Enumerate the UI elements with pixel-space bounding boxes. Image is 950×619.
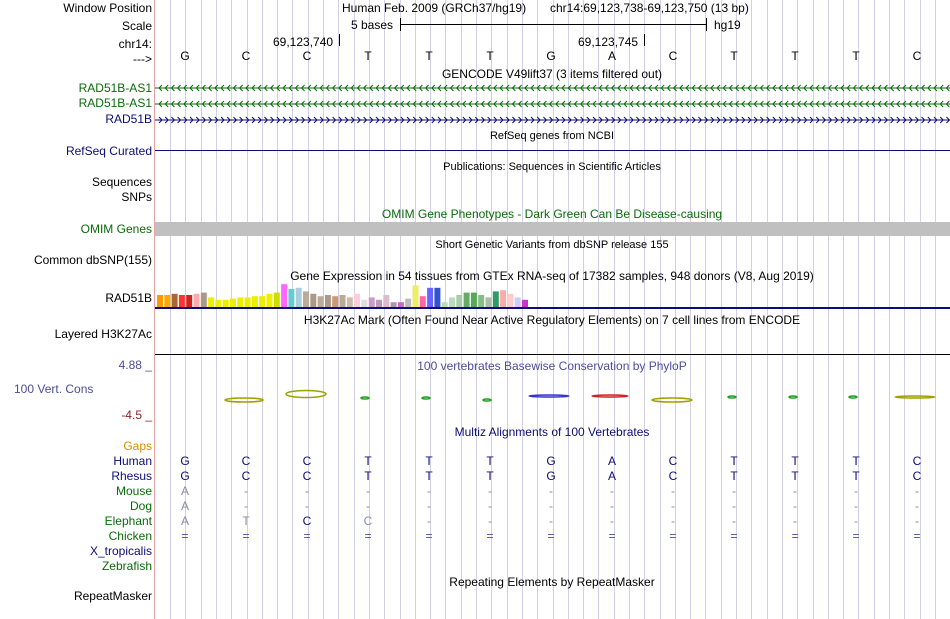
h3k27ac-label[interactable]: Layered H3K27Ac (54, 327, 152, 341)
alignment-base: - (244, 499, 248, 513)
alignment-base: = (425, 529, 433, 543)
coord-label-1: 69,123,740 (273, 35, 334, 49)
reference-base: T (425, 49, 433, 63)
alignment-base: C (241, 469, 251, 483)
gtex-tissue-bar (230, 299, 236, 307)
alignment-base: T (791, 469, 799, 483)
multiz-title: Multiz Alignments of 100 Vertebrates (454, 425, 650, 439)
alignment-base: - (671, 499, 675, 513)
strand-arrow-label: ---> (133, 52, 152, 66)
reference-base: C (912, 49, 922, 63)
species-label[interactable]: X_tropicalis (89, 544, 152, 558)
alignment-base: A (607, 454, 616, 468)
phylop-score-mark (529, 395, 569, 397)
phylop-score-mark (728, 396, 736, 398)
gtex-tissue-bar (456, 295, 462, 307)
phylop-score-mark (483, 399, 491, 401)
position-text[interactable]: chr14:69,123,738-69,123,750 (13 bp) (550, 1, 749, 15)
alignment-base: T (425, 454, 433, 468)
alignment-base: = (181, 529, 189, 543)
species-label[interactable]: Zebrafish (101, 559, 152, 573)
alignment-base: - (305, 499, 309, 513)
species-label[interactable]: Dog (129, 499, 152, 513)
alignment-base: - (793, 484, 797, 498)
scale-text: 5 bases (351, 18, 394, 32)
gtex-tissue-bar (172, 294, 178, 307)
reference-base: C (241, 49, 251, 63)
alignment-base: - (671, 484, 675, 498)
alignment-base: C (668, 469, 678, 483)
gtex-tissue-bar (310, 294, 316, 307)
alignment-base: = (303, 529, 311, 543)
alignment-base: T (486, 454, 494, 468)
gtex-tissue-bar (478, 295, 484, 307)
phylop-score-mark (592, 395, 628, 397)
alignment-base: = (486, 529, 494, 543)
scale-bar-left-tick (400, 18, 401, 31)
alignment-base: C (302, 514, 312, 528)
alignment-base: - (549, 484, 553, 498)
alignment-base: - (427, 514, 431, 528)
refseq-gene-line[interactable] (155, 150, 950, 151)
alignment-base: - (366, 484, 370, 498)
coord-tick-1 (339, 34, 340, 46)
alignment-base: T (364, 469, 372, 483)
alignment-base: = (364, 529, 372, 543)
gtex-tissue-bar (325, 295, 331, 307)
alignment-base: = (913, 529, 921, 543)
gtex-tissue-bar (186, 295, 192, 307)
h3k27ac-title: H3K27Ac Mark (Often Found Near Active Regulatory Elements) on 7 cell lines from ENCODE (303, 313, 801, 327)
alignment-base: - (854, 514, 858, 528)
gtex-tissue-bar (296, 288, 302, 307)
gencode-title: GENCODE V49lift37 (3 items filtered out) (441, 67, 663, 81)
gtex-tissue-bar (274, 293, 280, 307)
phylop-label[interactable]: 100 Vert. Cons (14, 382, 94, 396)
gene-label-rad51b[interactable]: RAD51B (105, 112, 152, 126)
window-position-label: Window Position (63, 1, 152, 15)
gtex-tissue-bar (215, 300, 221, 307)
reference-base: C (668, 49, 678, 63)
publications-label-snps[interactable]: SNPs (121, 190, 152, 204)
gtex-tissue-bar (303, 291, 309, 307)
species-label[interactable]: Mouse (115, 484, 152, 498)
alignment-base: G (546, 469, 556, 483)
gtex-tissue-bar (486, 297, 492, 307)
phylop-score-mark (895, 396, 935, 398)
gtex-tissue-bar (369, 297, 375, 307)
publications-title: Publications: Sequences in Scientific Articles (443, 161, 661, 173)
gtex-tissue-bar (420, 296, 426, 307)
alignment-base: - (610, 484, 614, 498)
chrom-label: chr14: (118, 37, 152, 51)
alignment-base: - (854, 484, 858, 498)
alignment-base: - (305, 484, 309, 498)
phylop-score-mark (286, 391, 326, 398)
species-label[interactable]: Elephant (104, 514, 152, 528)
gtex-tissue-bar (413, 285, 419, 307)
coord-label-2: 69,123,745 (578, 35, 639, 49)
alignment-base: - (549, 514, 553, 528)
gene-label-rad51b-as1-2[interactable]: RAD51B-AS1 (78, 96, 152, 110)
multiz-gaps-label[interactable]: Gaps (123, 439, 152, 453)
alignment-base: - (732, 484, 736, 498)
h3k27ac-baseline (155, 354, 950, 355)
alignment-base: C (912, 469, 922, 483)
gtex-tissue-bar (164, 295, 170, 307)
alignment-base: - (427, 499, 431, 513)
gtex-tissue-bar (340, 295, 346, 307)
alignment-base: - (488, 484, 492, 498)
phylop-conservation-plot[interactable] (155, 385, 950, 407)
omim-label[interactable]: OMIM Genes (80, 222, 152, 236)
alignment-base: T (364, 454, 372, 468)
dbsnp-label[interactable]: Common dbSNP(155) (33, 253, 152, 267)
alignment-base: C (668, 454, 678, 468)
reference-base: T (486, 49, 494, 63)
gtex-tissue-bar (515, 297, 521, 307)
omim-phenotype-bar[interactable] (155, 222, 950, 236)
alignment-base: - (671, 514, 675, 528)
scale-label: Scale (121, 19, 152, 33)
reference-base: T (852, 49, 860, 63)
alignment-base: = (669, 529, 677, 543)
alignment-base: - (427, 484, 431, 498)
alignment-base: = (242, 529, 250, 543)
phylop-score-mark (422, 397, 430, 399)
gtex-expression-bars[interactable] (155, 282, 555, 308)
reference-base: G (180, 49, 190, 63)
alignment-base: - (732, 499, 736, 513)
refseq-title: RefSeq genes from NCBI (489, 130, 615, 142)
alignment-base: A (180, 484, 189, 498)
species-label[interactable]: Chicken (108, 529, 152, 543)
alignment-base: - (366, 499, 370, 513)
gtex-tissue-bar (493, 291, 499, 307)
gtex-tissue-bar (434, 288, 440, 307)
alignment-base: T (242, 514, 250, 528)
gtex-tissue-bar (157, 295, 163, 307)
reference-base: T (791, 49, 799, 63)
gtex-tissue-bar (223, 300, 229, 307)
alignment-base: T (486, 469, 494, 483)
alignment-base: - (732, 514, 736, 528)
repeatmasker-label[interactable]: RepeatMasker (73, 589, 152, 603)
reference-base: A (607, 49, 616, 63)
gtex-tissue-bar (471, 293, 477, 307)
alignment-base: T (852, 469, 860, 483)
alignment-base: G (180, 454, 190, 468)
gtex-tissue-bar (194, 294, 200, 307)
gtex-tissue-bar (208, 297, 214, 307)
alignment-base: = (852, 529, 860, 543)
phylop-title: 100 vertebrates Basewise Conservation by PhyloP (417, 359, 687, 373)
alignment-base: - (549, 499, 553, 513)
alignment-base: T (730, 454, 738, 468)
gtex-tissue-bar (281, 284, 287, 307)
gtex-tissue-bar (383, 295, 389, 307)
gtex-tissue-bar (361, 300, 367, 307)
repeatmasker-title: Repeating Elements by RepeatMasker (449, 575, 655, 589)
alignment-base: - (915, 484, 919, 498)
gtex-tissue-bar (449, 297, 455, 307)
gtex-tissue-bar (500, 290, 506, 307)
gtex-tissue-bar (464, 293, 470, 307)
dbsnp-title: Short Genetic Variants from dbSNP release 155 (435, 239, 669, 251)
alignment-base: A (607, 469, 616, 483)
alignment-base: - (915, 499, 919, 513)
gtex-tissue-bar (405, 299, 411, 307)
phylop-score-mark (225, 398, 263, 402)
gtex-tissue-bar (245, 297, 251, 307)
alignment-base: C (302, 454, 312, 468)
gtex-label[interactable]: RAD51B (105, 291, 152, 305)
coord-tick-2 (644, 34, 645, 46)
refseq-label[interactable]: RefSeq Curated (65, 144, 152, 158)
gtex-tissue-bar (259, 296, 265, 307)
gtex-tissue-bar (318, 296, 324, 307)
alignment-base: G (546, 454, 556, 468)
alignment-base: = (730, 529, 738, 543)
gtex-tissue-bar (507, 294, 513, 307)
phylop-score-mark (849, 396, 857, 398)
gtex-tissue-bar (201, 293, 207, 307)
alignment-base: A (180, 514, 189, 528)
assembly-text[interactable]: Human Feb. 2009 (GRCh37/hg19) (342, 1, 527, 15)
gtex-tissue-bar (347, 297, 353, 307)
alignment-base: - (793, 514, 797, 528)
gtex-tissue-bar (288, 289, 294, 307)
gtex-tissue-bar (237, 297, 243, 307)
alignment-base: - (488, 499, 492, 513)
omim-title: OMIM Gene Phenotypes - Dark Green Can Be Disease-causing (381, 207, 723, 221)
phylop-score-mark (652, 398, 692, 402)
reference-base: T (730, 49, 738, 63)
gencode-gene-lines[interactable] (155, 80, 950, 126)
scale-db: hg19 (714, 18, 741, 32)
phylop-score-mark (789, 396, 797, 398)
gtex-tissue-bar (427, 288, 433, 307)
gtex-tissue-bar (179, 295, 185, 307)
alignment-base: - (488, 514, 492, 528)
alignment-base: T (791, 454, 799, 468)
gtex-tissue-bar (252, 296, 258, 307)
alignment-base: - (610, 514, 614, 528)
alignment-base: - (915, 514, 919, 528)
species-label[interactable]: Rhesus (111, 469, 152, 483)
gtex-tissue-bar (522, 300, 528, 307)
alignment-base: T (852, 454, 860, 468)
alignment-base: - (793, 499, 797, 513)
scale-bar-right-tick (706, 18, 707, 31)
alignment-base: - (244, 484, 248, 498)
gene-label-rad51b-as1-1[interactable]: RAD51B-AS1 (78, 81, 152, 95)
phylop-score-mark (361, 397, 369, 399)
alignment-base: = (547, 529, 555, 543)
alignment-base: A (180, 499, 189, 513)
gtex-tissue-bar (354, 294, 360, 307)
gtex-baseline (155, 307, 950, 309)
species-label[interactable]: Human (113, 454, 152, 468)
alignment-base: - (854, 499, 858, 513)
gtex-title: Gene Expression in 54 tissues from GTEx RNA-seq of 17382 samples, 948 donors (V8, Aug 2019) (290, 269, 814, 283)
scale-bar (400, 24, 706, 25)
alignment-base: G (180, 469, 190, 483)
phylop-max-label: 4.88 _ (118, 358, 152, 372)
alignment-base: = (791, 529, 799, 543)
alignment-base: C (912, 454, 922, 468)
alignment-base: T (730, 469, 738, 483)
reference-base: T (364, 49, 372, 63)
alignment-base: T (425, 469, 433, 483)
alignment-base: C (241, 454, 251, 468)
gtex-tissue-bar (332, 296, 338, 307)
alignment-base: - (610, 499, 614, 513)
alignment-base: C (302, 469, 312, 483)
reference-base: C (302, 49, 312, 63)
gtex-tissue-bar (376, 300, 382, 307)
phylop-min-label: -4.5 _ (121, 408, 152, 422)
publications-label-sequences[interactable]: Sequences (91, 175, 152, 189)
gtex-tissue-bar (267, 294, 273, 307)
alignment-base: = (608, 529, 616, 543)
reference-base: G (546, 49, 556, 63)
alignment-base: C (363, 514, 373, 528)
